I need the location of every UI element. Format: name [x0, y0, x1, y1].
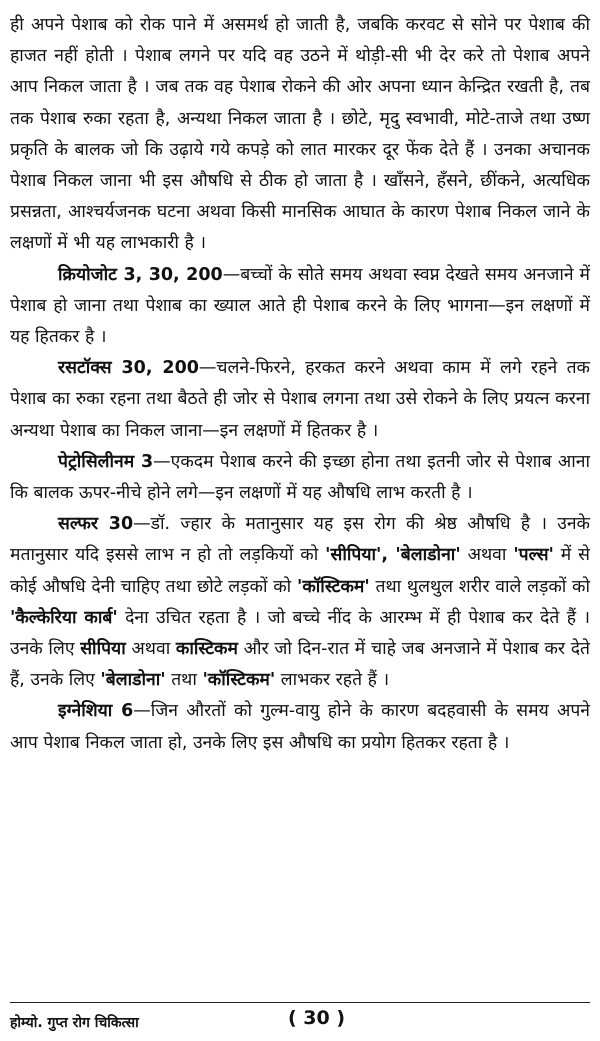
paragraph-continuation: ही अपने पेशाब को रोक पाने में असमर्थ हो जाती है, जबकि करवट से सोने पर पेशाब की हाजत नहीं होती । पेशाब लगने पर यदि वह उठने में थोड़ी-सी भी देर करे तो पेशाब अपने आप निकल जाता है । जब तक वह पेशाब रोकने की ओर अपना ध्यान केन्द्रित रखती है, तब तक पेशाब रुका रहता है, अन्यथा निकल जाता है । छोटे, मृदु स्वभावी, मोटे-ताजे तथा उष्ण प्रकृति के बालक जो कि उढ़ाये गये कपड़े को लात मारकर दूर फेंक देते हैं । उनका अचानक पेशाब निकल जाना भी इस औषधि से ठीक हो जाता है । खाँसने, हँसने, छींकने, अत्यधिक प्रसन्नता, आश्चर्यजनक घटना अथवा किसी मानसिक आघात के कारण पेशाब निकल जाने के लक्षणों में भी यह लाभकारी है ।: [10, 15, 590, 254]
remedy-description: —चलने-फिरने, हरकत करने अथवा काम में लगे रहने तक पेशाब का रुका रहना तथा बैठते ही जोर से पेशाब लगना तथा उसे रोकने के लिए प्रयत्न करना अन्यथा पेशाब का निकल जाना—इन लक्षणों में हितकर है ।: [10, 358, 590, 441]
remedy-title: रसटॉक्स 30, 200: [58, 358, 199, 379]
remedy-paragraph-kreosotum: [10, 260, 590, 354]
remedy-description: तथा थुलथुल शरीर वाले लड़कों को: [369, 576, 591, 597]
remedy-description: —डॉ. ज्हार के मतानुसार यह इस रोग की श्रेष्ठ औषधि है । उनके मतानुसार यदि इससे लाभ न हो तो लड़कियों को: [10, 514, 590, 566]
remedy-description: —बच्चों के सोते समय अथवा स्वप्न देखते समय अनजाने में पेशाब हो जाना तथा पेशाब का ख्याल आते ही पेशाब करने के लिए भागना—इन लक्षणों में यह हितकर है ।: [10, 264, 590, 348]
remedy-description: अथवा: [460, 545, 514, 566]
remedy-name-bold: 'पल्स': [513, 545, 554, 566]
remedy-paragraph-petroselinum: [10, 447, 590, 509]
remedy-name-bold: 'बेलाडोना': [100, 670, 166, 691]
remedy-name-bold: 'कॉस्टिकम': [202, 670, 276, 691]
remedy-title: क्रियोजोट 3, 30, 200: [58, 264, 223, 285]
remedy-title: पेट्रोसिलीनम 3: [58, 451, 154, 472]
book-title: होम्यो. गुप्त रोग चिकित्सा: [10, 1015, 139, 1031]
page-body: [10, 10, 590, 759]
remedy-name-bold: सीपिया: [80, 639, 126, 660]
page-footer: [10, 1002, 590, 1041]
remedy-name-bold: 'कैल्केरिया कार्ब': [10, 607, 118, 628]
remedy-description: —जिन औरतों को गुल्म-वायु होने के कारण बदहवासी के समय अपने आप पेशाब निकल जाता हो, उनके लिए इस औषधि का प्रयोग हितकर रहता है ।: [10, 701, 590, 753]
remedy-description: और जो दिन-रात में चाहे जब अनजाने में पेशाब कर देते हैं, उनके लिए: [10, 639, 590, 691]
remedy-name-bold: कास्टिकम: [175, 639, 238, 660]
remedy-description: तथा: [165, 670, 203, 691]
remedy-description: देना उचित रहता है । जो बच्चे नींद के आरम्भ में ही पेशाब कर देते हैं । उनके लिए: [10, 607, 590, 660]
remedy-description: लाभकर रहते हैं ।: [275, 670, 390, 691]
remedy-name-bold: 'सीपिया', 'बेलाडोना': [325, 545, 461, 566]
page-number: ( 30 ): [288, 1007, 346, 1029]
remedy-paragraph-rhus-tox: [10, 353, 590, 447]
remedy-title: इग्नेशिया 6: [58, 701, 134, 722]
remedy-paragraph-sulphur: [10, 509, 590, 696]
remedy-description: अथवा: [125, 639, 176, 660]
remedy-description: —एकदम पेशाब करने की इच्छा होना तथा इतनी जोर से पेशाब आना कि बालक ऊपर-नीचे होने लगे—इन लक्षणों में यह औषधि लाभ करती है ।: [10, 451, 590, 504]
remedy-name-bold: 'कॉस्टिकम': [296, 576, 370, 597]
remedy-title: सल्फर 30: [58, 514, 134, 535]
remedy-paragraph-ignatia: [10, 696, 590, 758]
remedy-description: में से कोई औषधि देनी चाहिए तथा छोटे लड़कों को: [10, 545, 590, 597]
